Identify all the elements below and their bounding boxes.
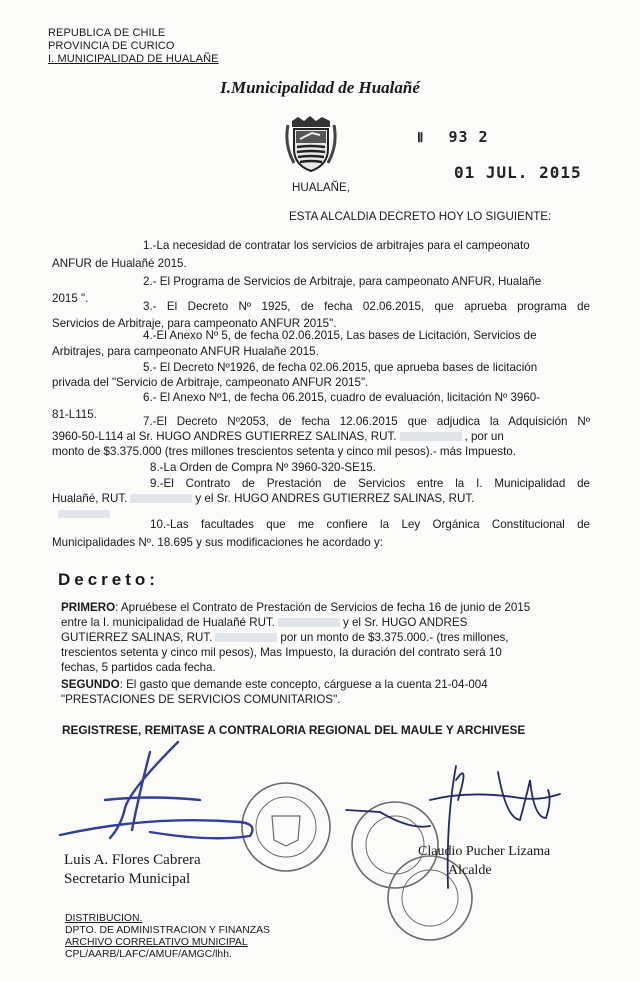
distribution-heading: DISTRIBUCION.: [65, 913, 143, 924]
considerando-1-line-1: 1.-La necesidad de contratar los servicios de arbitrajes para el campeonato: [143, 239, 530, 252]
stamp-glyph-icon: Ⅱ: [417, 131, 425, 146]
mayor-name: Claudio Pucher Lizama: [418, 844, 551, 859]
distribution-line-2: ARCHIVO CORRELATIVO MUNICIPAL: [65, 937, 248, 948]
considerando-7-line-1: 7.-El Decreto Nº2053, de fecha 12.06.2015 que adjudica la Adquisición Nº: [143, 415, 590, 428]
considerando-10-line-1: 10.-Las facultades que me confiere la Ley Orgánica Constitucional de: [150, 518, 590, 531]
intro-text: ESTA ALCALDIA DECRETO HOY LO SIGUIENTE:: [289, 210, 552, 223]
considerando-7-line-3: monto de $3.375.000 (tres millones trescientos setenta y cinco mil pesos).- más Impuesto.: [52, 445, 516, 458]
header-republica: REPUBLICA DE CHILE: [48, 27, 166, 39]
secretary-name: Luis A. Flores Cabrera: [64, 852, 201, 868]
primero-label: PRIMERO: [61, 601, 116, 614]
decree-number: 93 2: [448, 128, 489, 146]
header-provincia: PROVINCIA DE CURICO: [48, 40, 175, 52]
distribution-line-3: CPL/AARB/LAFC/AMUF/AMGC/lhh.: [65, 949, 232, 960]
considerando-3-line-2: Servicios de Arbitraje, para campeonato ANFUR 2015".: [52, 317, 337, 330]
segundo-text-1: : El gasto que demande este concepto, cárguese a la cuenta 21-04-004: [119, 678, 488, 691]
considerando-5-line-2: privada del "Servicio de Arbitraje, campeonato ANFUR 2015".: [52, 376, 369, 389]
considerando-3-line-1: 3.- El Decreto Nº 1925, de fecha 02.06.2015, que aprueba programa de: [143, 300, 590, 313]
decreto-heading: Decreto:: [58, 570, 159, 589]
closing-instruction: REGISTRESE, REMITASE A CONTRALORIA REGIONAL DEL MAULE Y ARCHIVESE: [62, 723, 526, 737]
considerando-4-line-1: 4.-El Anexo Nº 5, de fecha 02.06.2015, Las bases de Licitación, Servicios de: [143, 329, 537, 342]
primero-text-3a: GUTIERREZ SALINAS, RUT.: [61, 631, 213, 644]
left-signature: [60, 742, 252, 838]
considerando-10-line-2: Municipalidades Nº. 18.695 y sus modificaciones he acordado y:: [52, 536, 383, 549]
considerando-5-line-1: 5.- El Decreto Nº1926, de fecha 02.06.2015, que aprueba bases de licitación: [143, 361, 538, 374]
considerando-2-line-2: 2015 ".: [52, 292, 89, 305]
primero-line-4: trescientos setenta y cinco mil pesos), Mas Impuesto, la duración del contrato será 10: [61, 646, 502, 659]
segundo-line-2: "PRESTACIONES DE SERVICIOS COMUNITARIOS".: [61, 693, 341, 706]
considerando-7-line-2-text: 3960-50-L114 al Sr. HUGO ANDRES GUTIERREZ SALINAS, RUT.: [52, 430, 397, 443]
primero-line-5: fechas, 5 partidos cada fecha.: [61, 661, 216, 674]
secretary-title: Secretario Municipal: [64, 871, 191, 887]
primero-text-2a: entre la I. municipalidad de Hualañé RUT.: [61, 616, 275, 629]
left-municipal-seal: [242, 783, 330, 871]
considerando-9-line-2-tail: y el Sr. HUGO ANDRES GUTIERREZ SALINAS, RUT.: [195, 492, 475, 505]
considerando-1-line-2: ANFUR de Hualañé 2015.: [52, 257, 187, 270]
header-municipalidad: I. MUNICIPALIDAD DE HUALAÑE: [48, 53, 219, 65]
distribution-line-1: DPTO. DE ADMINISTRACION Y FINANZAS: [65, 925, 270, 936]
segundo-label: SEGUNDO: [61, 678, 120, 691]
considerando-2-line-1: 2.- El Programa de Servicios de Arbitraje, para campeonato ANFUR, Hualañe: [143, 275, 542, 288]
considerando-6-line-2: 81-L115.: [52, 408, 97, 421]
considerando-4-line-2: Arbitrajes, para campeonato ANFUR Hualañe 2015.: [52, 345, 319, 358]
primero-text-1: : Apruébese el Contrato de Prestación de Servicios de fecha 16 de junio de 2015: [115, 601, 531, 614]
considerando-7-line-2-tail: , por un: [464, 430, 504, 443]
place-label: HUALAÑE,: [292, 181, 350, 194]
decree-date-stamp: 01 JUL. 2015: [454, 163, 582, 182]
document-title: I.Municipalidad de Hualañé: [220, 78, 420, 97]
primero-text-2b: y el Sr. HUGO ANDRES: [342, 616, 468, 629]
considerando-9-line-2-text: Hualañé, RUT.: [52, 492, 128, 505]
considerando-9-line-1: 9.-El Contrato de Prestación de Servicios entre la I. Municipalidad de: [150, 477, 590, 490]
primero-text-3b: por un monto de $3.375.000.- (tres millones,: [280, 631, 509, 644]
considerando-6-line-1: 6.- El Anexo Nº1, de fecha 06.2015, cuadro de evaluación, licitación Nº 3960-: [143, 391, 541, 404]
mayor-title: Alcalde: [448, 863, 492, 878]
considerando-8: 8.-La Orden de Compra Nº 3960-320-SE15.: [150, 461, 376, 474]
